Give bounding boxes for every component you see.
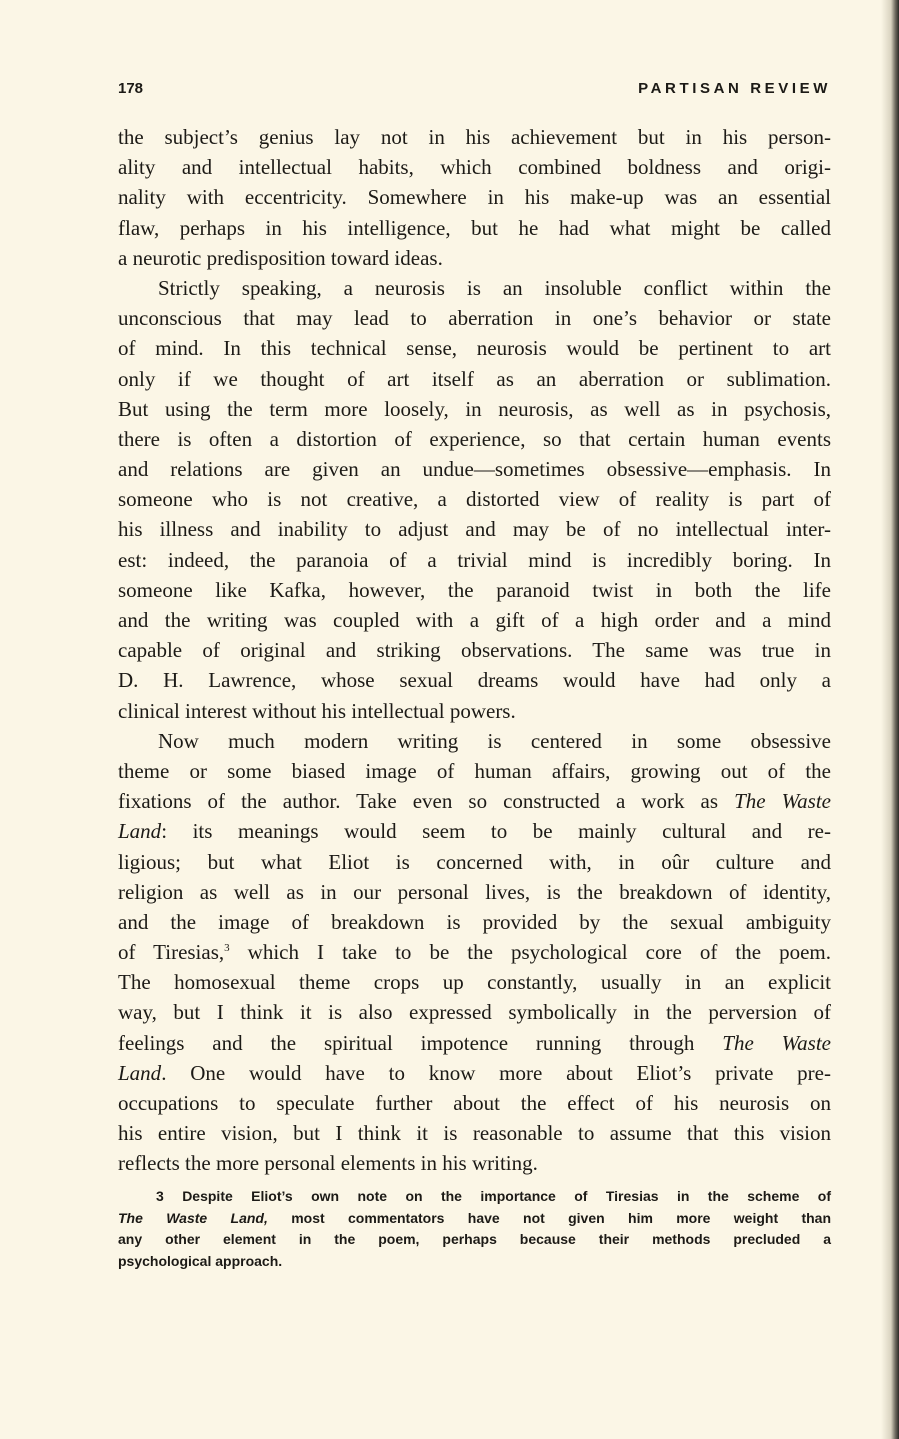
text-line: and the image of breakdown is provided by the sexual ambiguity — [118, 909, 831, 934]
book-title: Land — [118, 819, 162, 844]
text-line: a neurotic predisposition toward ideas. — [118, 245, 443, 270]
text-line — [118, 786, 831, 816]
text-line: and the writing was coupled with a gift of a high order and a mind — [118, 608, 831, 632]
page-number: 178 — [118, 80, 144, 97]
body-text — [118, 122, 831, 1179]
footnote-line: 3 Despite Eliot’s own note on the importance of Tiresias in the scheme of — [156, 1188, 831, 1204]
footnote-line: psychological approach. — [118, 1252, 283, 1269]
text-line: and relations are given an undue—sometimes obsessive—emphasis. In — [118, 457, 831, 482]
text-line: someone like Kafka, however, the paranoid twist in both the life — [118, 577, 831, 602]
footnote — [118, 1186, 831, 1272]
text-segment: of Tiresias, — [118, 940, 225, 965]
text-line: there is often a distortion of experience, so that certain human events — [118, 426, 831, 451]
text-line: his illness and inability to adjust and may be of no intellectual inter- — [118, 517, 831, 542]
text-line: his entire vision, but I think it is reasonable to assume that this vision — [118, 1121, 831, 1146]
book-title: The Waste — [734, 789, 831, 814]
text-segment: fixations of the author. Take even so constructed a work as — [118, 789, 719, 814]
text-line: Strictly speaking, a neurosis is an insoluble conflict within the — [158, 275, 831, 300]
text-line: religion as well as in our personal lives, is the breakdown of identity, — [118, 879, 831, 904]
text-line: Now much modern writing is centered in some obsessive — [158, 728, 831, 753]
footnote-line: any other element in the poem, perhaps because their methods precluded a — [118, 1231, 831, 1247]
text-line: unconscious that may lead to aberration in one’s behavior or state — [118, 306, 831, 331]
book-title: The Waste Land, — [118, 1209, 268, 1226]
text-line: But using the term more loosely, in neurosis, as well as in psychosis, — [118, 396, 831, 421]
text-line: capable of original and striking observations. The same was true in — [118, 638, 831, 663]
text-line: clinical interest without his intellectual powers. — [118, 698, 516, 723]
text-segment: . One would have to know more about Eliot’s private pre- — [161, 1060, 831, 1085]
text-line: reflects the more personal elements in his writing. — [118, 1151, 538, 1176]
text-line: someone who is not creative, a distorted view of reality is part of — [118, 487, 831, 512]
text-line: of mind. In this technical sense, neurosis would be pertinent to art — [118, 336, 831, 361]
text-line: ligious; but what Eliot is concerned with, in oûr culture and — [118, 849, 831, 874]
text-segment: most commentators have not given him more weight than — [267, 1209, 832, 1226]
text-segment: feelings and the spiritual impotence running through — [118, 1030, 695, 1055]
text-line: ality and intellectual habits, which combined boldness and origi- — [118, 155, 831, 180]
text-line: occupations to speculate further about the effect of his neurosis on — [118, 1091, 831, 1115]
book-title: The Waste — [722, 1030, 831, 1055]
book-title: Land — [118, 1060, 162, 1085]
text-segment: : its meanings would seem to be mainly cultural and re- — [161, 819, 831, 844]
page-edge-shadow — [881, 0, 899, 1439]
text-line: nality with eccentricity. Somewhere in his make-up was an essential — [118, 185, 831, 210]
text-line: theme or some biased image of human affairs, growing out of the — [118, 758, 831, 783]
text-line — [118, 1058, 831, 1088]
text-segment: which I take to be the psychological core of the poem. — [229, 940, 831, 965]
text-line — [118, 1028, 831, 1058]
text-line: The homosexual theme crops up constantly, usually in an explicit — [118, 970, 831, 995]
text-line — [118, 816, 831, 846]
text-line: the subject’s genius lay not in his achievement but in his person- — [118, 125, 831, 149]
footnote-line — [118, 1208, 831, 1230]
footnote-marker: 3 — [224, 942, 230, 955]
text-line: flaw, perhaps in his intelligence, but he had what might be called — [118, 215, 831, 240]
page-header — [118, 80, 831, 102]
running-head: PARTISAN REVIEW — [638, 80, 831, 97]
text-line: est: indeed, the paranoia of a trivial mind is incredibly boring. In — [118, 547, 831, 572]
text-line: only if we thought of art itself as an aberration or sublimation. — [118, 366, 831, 391]
text-line — [118, 937, 831, 967]
text-line: way, but I think it is also expressed symbolically in the perversion of — [118, 1000, 831, 1025]
text-line: D. H. Lawrence, whose sexual dreams would have had only a — [118, 668, 831, 693]
